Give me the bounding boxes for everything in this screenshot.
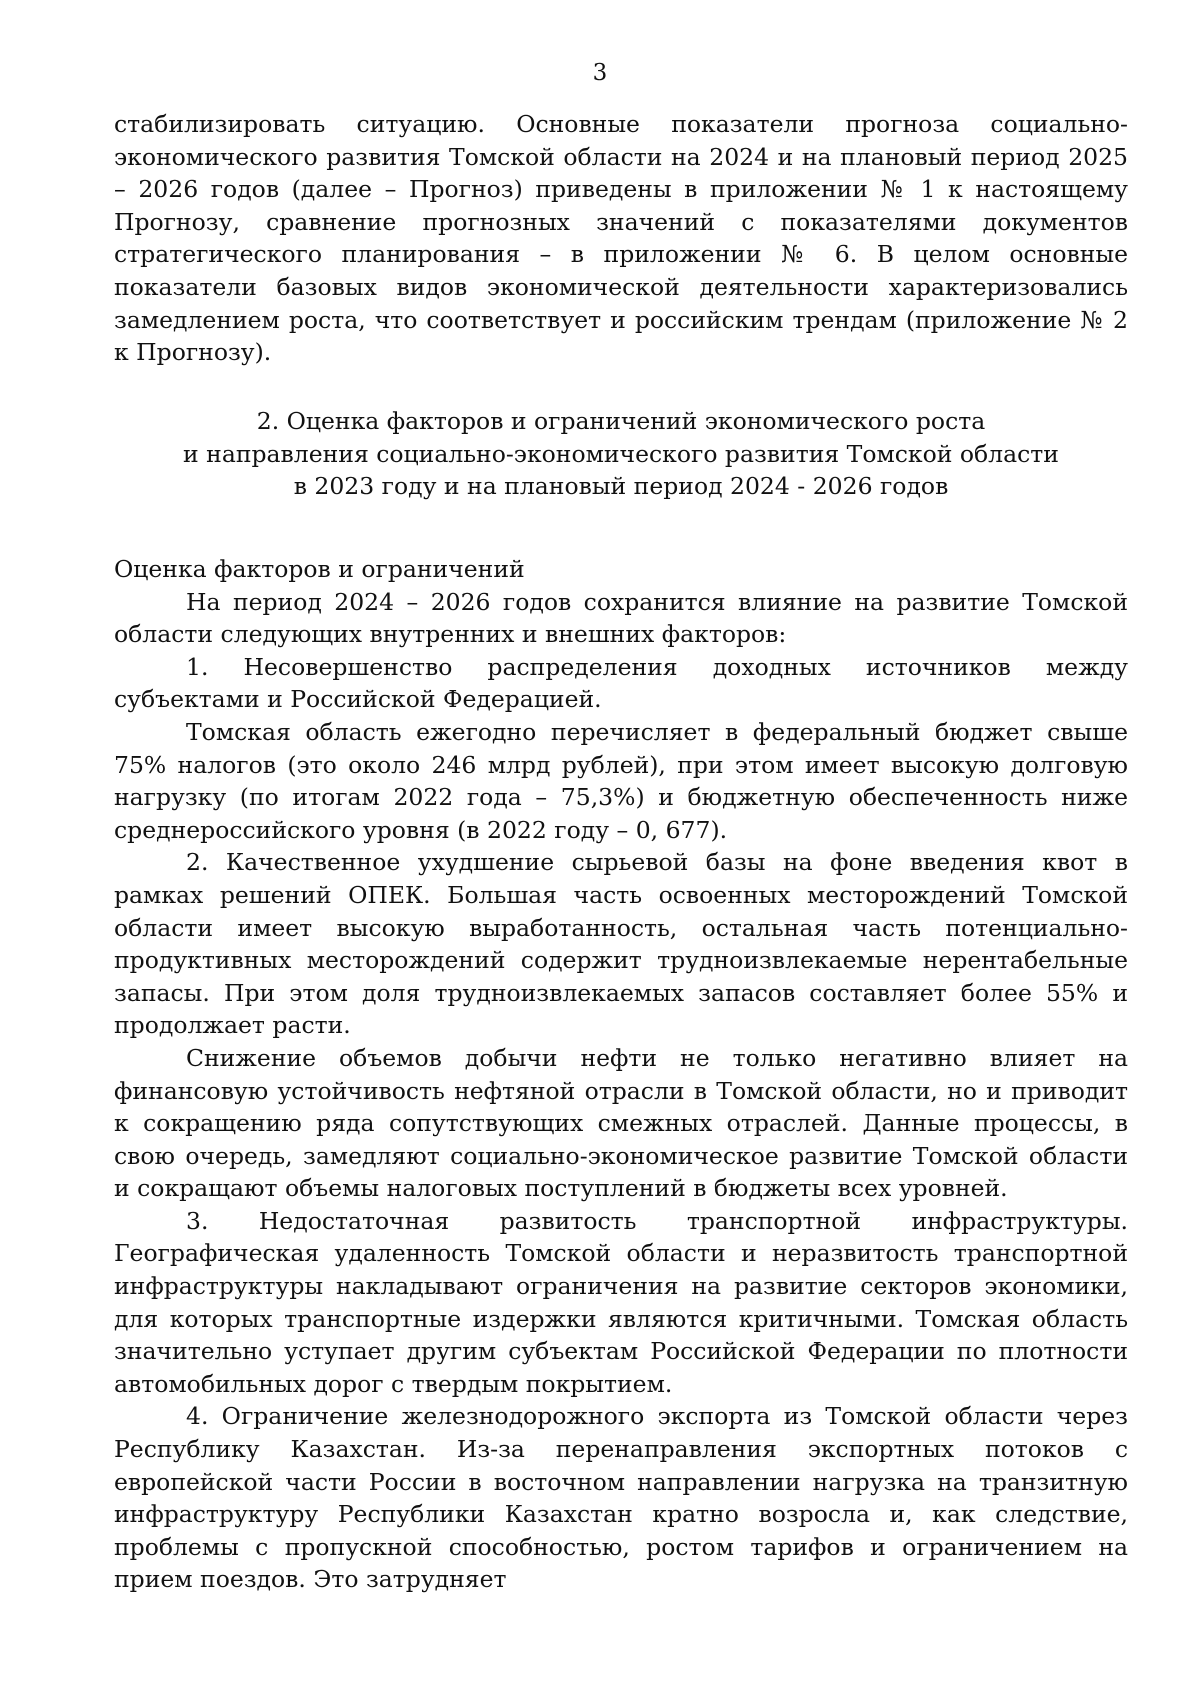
subheading: Оценка факторов и ограничений <box>114 555 525 583</box>
paragraph-factor-1-details: Томская область ежегодно перечисляет в федеральный бюджет свыше 75% налогов (это около 246 млрд рублей), при этом имеет высокую долговую нагрузку (по итогам 2022 года – 75,3%) и бюджетную обеспеченность ниже среднероссийского уровня (в 2022 году – 0, 677). <box>114 717 1128 844</box>
section-title-line-1: 2. Оценка факторов и ограничений экономического роста <box>256 407 986 435</box>
intro-block <box>114 108 1128 369</box>
paragraph-factor-3: 3. Недостаточная развитость транспортной инфраструктуры. Географическая удаленность Томской области и неразвитость транспортной инфраструктуры накладывают ограничения на развитие секторов экономики, для которых транспортные издержки являются критичными. Томская область значительно уступает другим субъектам Российской Федерации по плотности автомобильных дорог с твердым покрытием. <box>114 1206 1128 1398</box>
paragraph-factor-2-details: Снижение объемов добычи нефти не только негативно влияет на финансовую устойчивость нефтяной отрасли в Томской области, но и приводит к сокращению ряда сопутствующих смежных отраслей. Данные процессы, в свою очередь, замедляют социально-экономическое развитие Томской области и сокращают объемы налоговых поступлений в бюджеты всех уровней. <box>114 1043 1128 1203</box>
section-title <box>114 405 1128 503</box>
paragraph-intro-factors: На период 2024 – 2026 годов сохранится влияние на развитие Томской области следующих внутренних и внешних факторов: <box>114 587 1128 649</box>
page-number: 3 <box>592 60 608 86</box>
section-body <box>114 553 1128 1596</box>
section-title-line-3: в 2023 году и на плановый период 2024 - 2026 годов <box>293 472 949 500</box>
paragraph-factor-2: 2. Качественное ухудшение сырьевой базы на фоне введения квот в рамках решений ОПЕК. Большая часть освоенных месторождений Томской области имеет высокую выработанность, остальная часть потенциально-продуктивных месторождений содержит трудноизвлекаемые нерентабельные запасы. При этом доля трудноизвлекаемых запасов составляет более 55% и продолжает расти. <box>114 848 1128 1040</box>
paragraph-factor-4: 4. Ограничение железнодорожного экспорта из Томской области через Республику Казахстан. Из-за перенаправления экспортных потоков с европейской части России в восточном направлении нагрузка на транзитную инфраструктуру Республики Казахстан кратно возросла и, как следствие, проблемы с пропускной способностью, ростом тарифов и ограничением на прием поездов. Это затрудняет <box>114 1402 1128 1594</box>
paragraph-factor-1: 1. Несовершенство распределения доходных источников между субъектами и Российской Федерацией. <box>114 652 1128 714</box>
intro-paragraph: стабилизировать ситуацию. Основные показатели прогноза социально-экономического развития Томской области на 2024 и на плановый период 2025 – 2026 годов (далее – Прогноз) приведены в приложении № 1 к настоящему Прогнозу, сравнение прогнозных значений с показателями документов стратегического планирования – в приложении № 6. В целом основные показатели базовых видов экономической деятельности характеризовались замедлением роста, что соответствует и российским трендам (приложение № 2 к Прогнозу). <box>114 110 1128 367</box>
section-title-line-2: и направления социально-экономического развития Томской области <box>183 439 1059 468</box>
